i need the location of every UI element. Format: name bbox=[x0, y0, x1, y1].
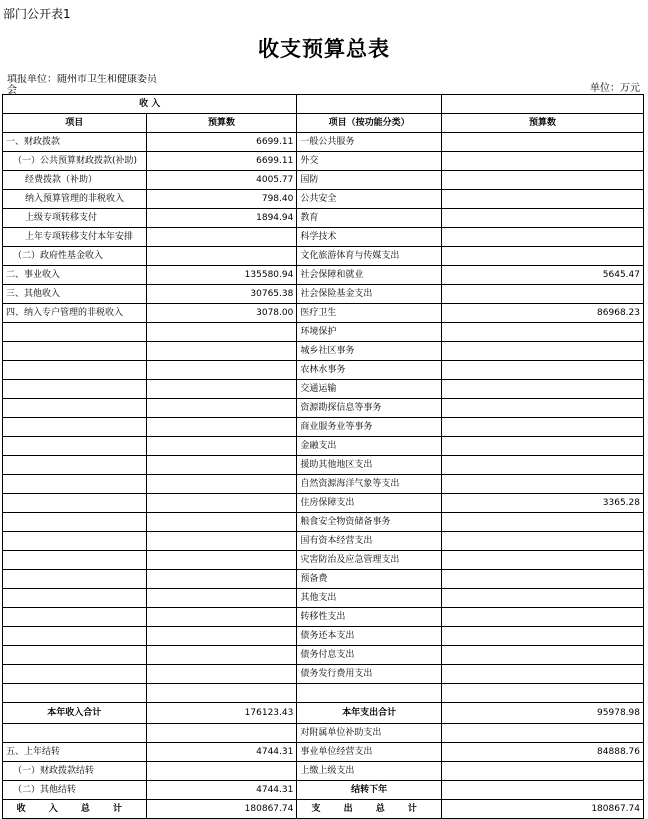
income-amount-cell bbox=[146, 570, 297, 589]
table-row bbox=[3, 494, 644, 513]
table-row bbox=[3, 133, 644, 152]
income-item-cell: 经费拨款（补助） bbox=[3, 171, 147, 190]
table-row bbox=[3, 266, 644, 285]
expense-amount-cell bbox=[441, 361, 643, 380]
income-item-cell: 纳入预算管理的非税收入 bbox=[3, 190, 147, 209]
expense-amount-cell bbox=[441, 171, 643, 190]
income-amount-cell: 30765.38 bbox=[146, 285, 297, 304]
income-amount-cell bbox=[146, 361, 297, 380]
table-row bbox=[3, 456, 644, 475]
expense-item-cell: 社会保险基金支出 bbox=[297, 285, 442, 304]
table-row bbox=[3, 342, 644, 361]
grand-total-row bbox=[3, 800, 644, 819]
table-row bbox=[3, 323, 644, 342]
expense-amount-cell bbox=[441, 285, 643, 304]
expense-amount-cell: 84888.76 bbox=[441, 743, 643, 762]
expense-amount-cell bbox=[441, 475, 643, 494]
expense-section-header bbox=[297, 95, 442, 114]
expense-amount-cell bbox=[441, 418, 643, 437]
income-amount-cell bbox=[146, 513, 297, 532]
table-row bbox=[3, 608, 644, 627]
income-amount-cell bbox=[146, 608, 297, 627]
expense-amount-cell bbox=[441, 570, 643, 589]
table-row bbox=[3, 627, 644, 646]
expense-item-cell: 事业单位经营支出 bbox=[297, 743, 442, 762]
income-item-cell: 上级专项转移支付 bbox=[3, 209, 147, 228]
income-item-cell bbox=[3, 627, 147, 646]
income-item-cell bbox=[3, 665, 147, 684]
expense-amount-cell bbox=[441, 665, 643, 684]
income-amount-cell bbox=[146, 380, 297, 399]
expense-item-cell: 上缴上级支出 bbox=[297, 762, 442, 781]
table-row bbox=[3, 551, 644, 570]
expense-amount-cell bbox=[441, 399, 643, 418]
income-item-cell: （二）政府性基金收入 bbox=[3, 247, 147, 266]
expense-amount-cell: 86968.23 bbox=[441, 304, 643, 323]
expense-item-cell: 农林水事务 bbox=[297, 361, 442, 380]
income-item-cell bbox=[3, 608, 147, 627]
page-title: 收支预算总表 bbox=[258, 36, 390, 61]
expense-amount-cell bbox=[441, 190, 643, 209]
income-amount-cell: 4744.31 bbox=[146, 781, 297, 800]
table-row bbox=[3, 228, 644, 247]
table-row bbox=[3, 665, 644, 684]
expense-amount-cell bbox=[441, 228, 643, 247]
income-amount-cell: 3078.00 bbox=[146, 304, 297, 323]
expense-item-cell: 自然资源海洋气象等支出 bbox=[297, 475, 442, 494]
income-amount-cell: 4744.31 bbox=[146, 743, 297, 762]
income-item-cell: （二）其他结转 bbox=[3, 781, 147, 800]
table-row bbox=[3, 361, 644, 380]
col-header-item: 项目 bbox=[3, 114, 147, 133]
income-item-cell: （一）财政拨款结转 bbox=[3, 762, 147, 781]
table-row bbox=[3, 762, 644, 781]
expense-amount-cell bbox=[441, 762, 643, 781]
income-amount-cell bbox=[146, 247, 297, 266]
expense-item-cell: 一般公共服务 bbox=[297, 133, 442, 152]
income-amount-cell bbox=[146, 475, 297, 494]
income-item-cell: 四、纳入专户管理的非税收入 bbox=[3, 304, 147, 323]
income-item-cell bbox=[3, 361, 147, 380]
annual-total-row bbox=[3, 703, 644, 724]
expense-section-header-blank bbox=[441, 95, 643, 114]
reporting-unit: 填报单位：随州市卫生和健康委员会 bbox=[7, 74, 157, 94]
col-header-budget-expense: 预算数 bbox=[441, 114, 643, 133]
expense-item-cell: 科学技术 bbox=[297, 228, 442, 247]
table-row bbox=[3, 418, 644, 437]
income-amount-cell bbox=[146, 532, 297, 551]
table-row bbox=[3, 684, 644, 703]
table-row bbox=[3, 437, 644, 456]
table-row bbox=[3, 532, 644, 551]
expense-amount-cell bbox=[441, 247, 643, 266]
table-row bbox=[3, 399, 644, 418]
income-amount-cell: 1894.94 bbox=[146, 209, 297, 228]
expense-item-cell: 对附属单位补助支出 bbox=[297, 724, 442, 743]
income-amount-cell: 798.40 bbox=[146, 190, 297, 209]
expense-item-cell: 结转下年 bbox=[297, 781, 442, 800]
col-header-function-item: 项目（按功能分类） bbox=[297, 114, 442, 133]
expense-amount-cell: 95978.98 bbox=[441, 703, 643, 724]
income-amount-cell: 4005.77 bbox=[146, 171, 297, 190]
expense-item-cell: 资源勘探信息等事务 bbox=[297, 399, 442, 418]
income-item-cell bbox=[3, 456, 147, 475]
income-item-cell bbox=[3, 532, 147, 551]
expense-amount-cell bbox=[441, 551, 643, 570]
expense-amount-cell bbox=[441, 342, 643, 361]
table-row bbox=[3, 646, 644, 665]
income-amount-cell bbox=[146, 665, 297, 684]
expense-item-cell: 城乡社区事务 bbox=[297, 342, 442, 361]
expense-amount-cell bbox=[441, 323, 643, 342]
table-row bbox=[3, 190, 644, 209]
income-amount-cell bbox=[146, 437, 297, 456]
expense-amount-cell bbox=[441, 456, 643, 475]
expense-item-cell: 其他支出 bbox=[297, 589, 442, 608]
income-item-cell bbox=[3, 551, 147, 570]
table-row bbox=[3, 171, 644, 190]
income-amount-cell bbox=[146, 399, 297, 418]
expense-item-cell: 国防 bbox=[297, 171, 442, 190]
income-item-cell: （一）公共预算财政拨款(补助) bbox=[3, 152, 147, 171]
income-item-cell bbox=[3, 323, 147, 342]
expense-amount-cell bbox=[441, 513, 643, 532]
expense-amount-cell bbox=[441, 608, 643, 627]
income-item-cell bbox=[3, 684, 147, 703]
expense-item-cell: 粮食安全物资储备事务 bbox=[297, 513, 442, 532]
income-item-cell bbox=[3, 418, 147, 437]
income-item-cell bbox=[3, 724, 147, 743]
expense-amount-cell bbox=[441, 380, 643, 399]
income-amount-cell bbox=[146, 724, 297, 743]
expense-amount-cell bbox=[441, 152, 643, 171]
table-row bbox=[3, 570, 644, 589]
budget-table-body bbox=[3, 95, 644, 819]
income-item-cell: 上年专项转移支付本年安排 bbox=[3, 228, 147, 247]
income-item-cell bbox=[3, 513, 147, 532]
income-item-cell bbox=[3, 494, 147, 513]
table-row bbox=[3, 152, 644, 171]
table-row bbox=[3, 247, 644, 266]
budget-table bbox=[2, 94, 644, 819]
expense-amount-cell bbox=[441, 724, 643, 743]
expense-amount-cell bbox=[441, 133, 643, 152]
section-header-row bbox=[3, 95, 644, 114]
income-item-cell: 三、其他收入 bbox=[3, 285, 147, 304]
expense-item-cell: 住房保障支出 bbox=[297, 494, 442, 513]
income-item-cell bbox=[3, 570, 147, 589]
expense-item-cell: 文化旅游体育与传媒支出 bbox=[297, 247, 442, 266]
table-row bbox=[3, 285, 644, 304]
expense-amount-cell bbox=[441, 646, 643, 665]
expense-item-cell: 金融支出 bbox=[297, 437, 442, 456]
col-header-budget: 预算数 bbox=[146, 114, 297, 133]
expense-amount-cell bbox=[441, 627, 643, 646]
expense-item-cell: 国有资本经营支出 bbox=[297, 532, 442, 551]
income-section-header: 收 入 bbox=[3, 95, 297, 114]
table-row bbox=[3, 475, 644, 494]
income-item-cell bbox=[3, 475, 147, 494]
column-header-row bbox=[3, 114, 644, 133]
expense-item-cell: 社会保障和就业 bbox=[297, 266, 442, 285]
table-row bbox=[3, 743, 644, 762]
income-item-cell bbox=[3, 589, 147, 608]
income-item-cell bbox=[3, 399, 147, 418]
income-amount-cell bbox=[146, 323, 297, 342]
expense-item-cell: 转移性支出 bbox=[297, 608, 442, 627]
income-item-cell: 二、事业收入 bbox=[3, 266, 147, 285]
income-item-cell: 本年收入合计 bbox=[3, 703, 147, 724]
table-row bbox=[3, 380, 644, 399]
expense-item-cell: 医疗卫生 bbox=[297, 304, 442, 323]
expense-item-cell: 支 出 总 计 bbox=[297, 800, 442, 819]
income-amount-cell bbox=[146, 228, 297, 247]
expense-item-cell: 商业服务业等事务 bbox=[297, 418, 442, 437]
table-row bbox=[3, 724, 644, 743]
expense-item-cell: 教育 bbox=[297, 209, 442, 228]
expense-item-cell: 交通运输 bbox=[297, 380, 442, 399]
expense-item-cell bbox=[297, 684, 442, 703]
income-amount-cell bbox=[146, 456, 297, 475]
expense-amount-cell bbox=[441, 781, 643, 800]
income-amount-cell: 6699.11 bbox=[146, 133, 297, 152]
table-row bbox=[3, 781, 644, 800]
income-amount-cell bbox=[146, 342, 297, 361]
table-row bbox=[3, 209, 644, 228]
income-amount-cell: 180867.74 bbox=[146, 800, 297, 819]
income-amount-cell bbox=[146, 494, 297, 513]
table-row bbox=[3, 304, 644, 323]
expense-amount-cell: 180867.74 bbox=[441, 800, 643, 819]
expense-item-cell: 援助其他地区支出 bbox=[297, 456, 442, 475]
income-amount-cell: 135580.94 bbox=[146, 266, 297, 285]
expense-amount-cell: 3365.28 bbox=[441, 494, 643, 513]
income-amount-cell bbox=[146, 646, 297, 665]
expense-item-cell: 本年支出合计 bbox=[297, 703, 442, 724]
table-row bbox=[3, 513, 644, 532]
currency-unit: 单位：万元 bbox=[590, 83, 640, 94]
income-amount-cell bbox=[146, 627, 297, 646]
expense-amount-cell bbox=[441, 437, 643, 456]
expense-amount-cell bbox=[441, 684, 643, 703]
income-amount-cell bbox=[146, 551, 297, 570]
expense-amount-cell bbox=[441, 589, 643, 608]
income-amount-cell: 176123.43 bbox=[146, 703, 297, 724]
income-item-cell: 五、上年结转 bbox=[3, 743, 147, 762]
income-amount-cell bbox=[146, 589, 297, 608]
expense-item-cell: 债务付息支出 bbox=[297, 646, 442, 665]
expense-item-cell: 债务发行费用支出 bbox=[297, 665, 442, 684]
expense-item-cell: 预备费 bbox=[297, 570, 442, 589]
table-row bbox=[3, 589, 644, 608]
expense-amount-cell bbox=[441, 209, 643, 228]
expense-item-cell: 外交 bbox=[297, 152, 442, 171]
expense-item-cell: 债务还本支出 bbox=[297, 627, 442, 646]
income-amount-cell bbox=[146, 762, 297, 781]
page-label: 部门公开表1 bbox=[3, 7, 71, 21]
expense-item-cell: 环境保护 bbox=[297, 323, 442, 342]
expense-amount-cell bbox=[441, 532, 643, 551]
income-amount-cell: 6699.11 bbox=[146, 152, 297, 171]
income-item-cell bbox=[3, 342, 147, 361]
income-amount-cell bbox=[146, 684, 297, 703]
expense-item-cell: 灾害防治及应急管理支出 bbox=[297, 551, 442, 570]
income-item-cell bbox=[3, 646, 147, 665]
income-item-cell: 一、财政拨款 bbox=[3, 133, 147, 152]
expense-amount-cell: 5645.47 bbox=[441, 266, 643, 285]
income-item-cell bbox=[3, 437, 147, 456]
income-amount-cell bbox=[146, 418, 297, 437]
income-item-cell: 收 入 总 计 bbox=[3, 800, 147, 819]
expense-item-cell: 公共安全 bbox=[297, 190, 442, 209]
income-item-cell bbox=[3, 380, 147, 399]
